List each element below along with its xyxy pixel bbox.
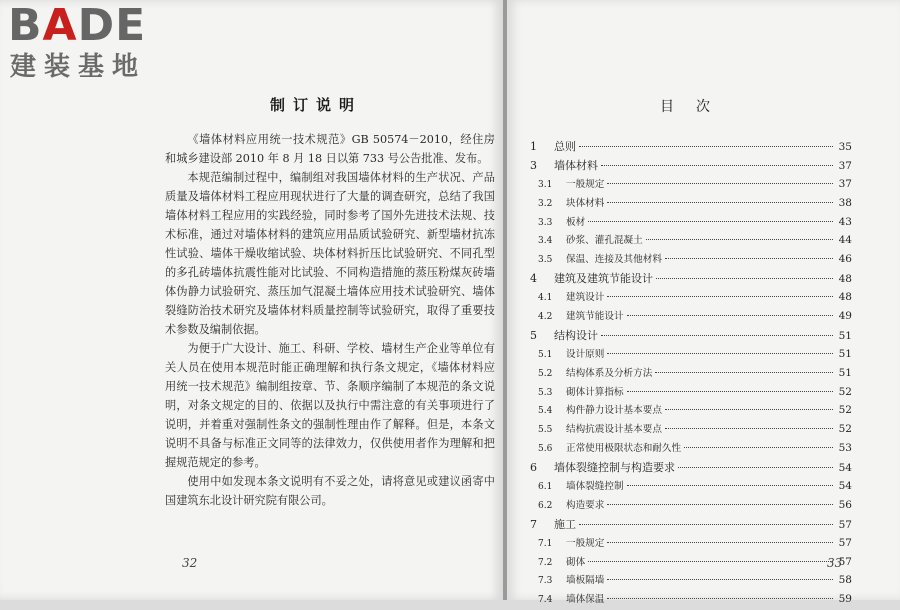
toc-entry-number: 4.1 (538, 293, 553, 304)
toc-entry-title: 正常使用极限状态和耐久性 (566, 443, 682, 455)
toc-entry-page: 52 (838, 404, 852, 417)
toc-entry-number: 7 (530, 517, 537, 531)
toc-entry (530, 270, 852, 289)
toc-entry-number: 5.2 (538, 368, 553, 379)
toc-entry-page: 51 (838, 329, 852, 342)
toc-entry-title: 构件静力设计基本要点 (566, 405, 662, 417)
toc-entry-page: 38 (838, 196, 852, 209)
toc-entry-title: 墙体裂缝控制与构造要求 (554, 461, 675, 475)
toc-entry-number: 6.2 (538, 500, 553, 511)
toc-entry-title: 结构体系及分析方法 (566, 367, 653, 379)
toc-entry (530, 402, 852, 421)
toc-entry (530, 232, 852, 251)
toc-entry (530, 251, 852, 270)
bade-logo (6, 2, 176, 87)
toc-leader-dots (607, 598, 833, 599)
toc-entry (530, 421, 852, 440)
table-of-contents (530, 138, 852, 610)
toc-entry-number: 3.4 (538, 236, 553, 247)
toc-entry-page: 37 (838, 177, 852, 190)
toc-entry-title: 建筑节能设计 (566, 311, 624, 323)
toc-entry-title: 建筑设计 (566, 292, 605, 304)
page-title: 制订说明 (270, 96, 363, 114)
logo-wordmark: BADE (8, 0, 147, 51)
toc-entry-title: 墙体裂缝控制 (566, 481, 624, 493)
toc-entry-number: 5.3 (538, 387, 553, 398)
toc-leader-dots (607, 202, 833, 203)
toc-entry-number: 7.3 (538, 576, 553, 587)
toc-entry-title: 施工 (554, 517, 576, 531)
toc-entry-title: 墙体保温 (566, 594, 605, 606)
toc-entry (530, 440, 852, 459)
toc-entry-number: 4 (530, 272, 537, 286)
page-number: 32 (182, 556, 198, 570)
toc-entry-number: 6.1 (538, 482, 553, 493)
toc-entry-title: 保温、连接及其他材料 (566, 254, 662, 266)
toc-entry-page: 54 (838, 462, 852, 475)
toc-entry-number: 7.4 (538, 595, 553, 606)
toc-entry-title: 一般规定 (566, 178, 605, 190)
toc-leader-dots (627, 391, 833, 392)
toc-entry-page: 56 (838, 498, 852, 511)
toc-leader-dots (684, 447, 833, 448)
toc-entry-title: 墙体材料 (554, 158, 598, 172)
toc-leader-dots (601, 165, 833, 166)
toc-entry-title: 板材 (566, 216, 586, 228)
toc-entry-number: 5.5 (538, 425, 553, 436)
toc-entry-page: 57 (838, 518, 852, 531)
toc-entry-number: 4.2 (538, 312, 553, 323)
toc-leader-dots (607, 542, 833, 543)
toc-leader-dots (601, 335, 833, 336)
toc-entry (530, 195, 852, 214)
toc-entry-title: 一般规定 (566, 537, 605, 549)
toc-entry-number: 6 (530, 461, 537, 475)
toc-entry-page: 43 (838, 215, 852, 228)
toc-entry-number: 5.6 (538, 444, 553, 455)
document-body (165, 130, 495, 510)
toc-leader-dots (646, 239, 833, 240)
toc-entry-page: 57 (838, 536, 852, 549)
toc-entry (530, 157, 852, 176)
toc-entry-page: 44 (838, 234, 852, 247)
toc-entry (530, 554, 852, 573)
toc-entry (530, 516, 852, 535)
toc-entry-number: 3 (530, 158, 537, 172)
toc-entry-number: 7.1 (538, 538, 553, 549)
toc-leader-dots (656, 278, 833, 279)
toc-entry-page: 57 (838, 555, 852, 568)
page-number: 33 (827, 556, 843, 570)
toc-entry-title: 墙板隔墙 (566, 575, 605, 587)
toc-entry-page: 35 (838, 141, 852, 153)
toc-leader-dots (627, 315, 833, 316)
toc-entry-title: 总则 (554, 140, 576, 153)
toc-entry-number: 3.1 (538, 179, 553, 190)
toc-leader-dots (607, 296, 833, 297)
toc-entry-number: 5.4 (538, 406, 553, 417)
paragraph: 本规范编制过程中，编制组对我国墙体材料的生产状况、产品质量及墙体材料工程应用现状进行了大量的调查研究，总结了我国墙体材料工程应用的实践经验，同时参考了国外先进技术法规、技术标准，通过对墙体材料的建筑应用品质试验研究、新型墙材抗冻性试验、墙体干燥收缩试验、块体材料折压比试验研究、不同孔型的多孔砖墙体抗震性能对比试验、不同构造措施的蒸压粉煤灰砖墙体伪静力试验研究、蒸压加气混凝土墙体应用技术试验研究、墙体裂缝防治技术研究及墙体材料质量控制等试验研究，取得了重要技术参数及编制依据。 (165, 171, 495, 336)
toc-leader-dots (607, 183, 833, 184)
toc-entry (530, 497, 852, 516)
toc-entry-page: 37 (838, 159, 852, 172)
toc-entry (530, 365, 852, 384)
toc-entry-number: 5 (530, 328, 537, 342)
toc-entry-title: 砂浆、灌孔混凝土 (566, 235, 643, 247)
toc-leader-dots (607, 353, 833, 354)
toc-entry (530, 384, 852, 403)
toc-entry-title: 建筑及建筑节能设计 (554, 272, 653, 286)
toc-entry (530, 346, 852, 365)
toc-entry-number: 1 (530, 140, 537, 153)
paragraph: 《墙体材料应用统一技术规范》GB 50574－2010，经住房和城乡建设部 2010 年 8 月 18 日以第 733 号公告批准、发布。 (165, 133, 495, 165)
toc-leader-dots (579, 146, 833, 147)
toc-entry-number: 5.1 (538, 349, 553, 360)
toc-entry-title: 结构设计 (554, 328, 598, 342)
toc-leader-dots (607, 504, 833, 505)
toc-entry-page: 58 (838, 574, 852, 587)
toc-entry-page: 51 (838, 366, 852, 379)
toc-entry-number: 7.2 (538, 557, 553, 568)
toc-entry-title: 结构抗震设计基本要点 (566, 424, 662, 436)
toc-entry-page: 54 (838, 480, 852, 493)
toc-entry-title: 构造要求 (566, 499, 605, 511)
toc-entry (530, 176, 852, 195)
toc-entry-number: 3.5 (538, 255, 553, 266)
toc-entry (530, 308, 852, 327)
toc-entry-page: 49 (838, 310, 852, 323)
toc-entry-number: 3.3 (538, 217, 553, 228)
toc-leader-dots (579, 524, 833, 525)
toc-entry-number: 3.2 (538, 198, 553, 209)
toc-title: 目次 (660, 99, 732, 115)
paragraph: 为便于广大设计、施工、科研、学校、墙材生产企业等单位有关人员在使用本规范时能正确理解和执行条文规定，《墙体材料应用统一技术规范》编制组按章、节、条顺序编制了本规范的条文说明，对条文规定的目的、依据以及执行中需注意的有关事项进行了说明，并着重对强制性条文的强制性理由作了解释。但是，本条文说明不具备与标准正文同等的法律效力，仅供使用者作为理解和把握规范规定的参考。 (165, 342, 495, 469)
toc-leader-dots (655, 372, 833, 373)
toc-entry (530, 138, 852, 157)
toc-leader-dots (665, 428, 833, 429)
toc-entry-title: 砌体 (566, 556, 586, 568)
toc-leader-dots (665, 258, 833, 259)
toc-entry (530, 478, 852, 497)
toc-entry-page: 52 (838, 385, 852, 398)
toc-entry (530, 327, 852, 346)
toc-entry (530, 572, 852, 591)
toc-entry-page: 48 (838, 273, 852, 286)
toc-leader-dots (607, 579, 833, 580)
toc-entry (530, 214, 852, 233)
paragraph: 使用中如发现本条文说明有不妥之处，请将意见或建议函寄中国建筑东北设计研究院有限公司。 (165, 475, 495, 507)
toc-leader-dots (588, 561, 833, 562)
toc-entry (530, 535, 852, 554)
toc-entry (530, 591, 852, 610)
toc-leader-dots (588, 221, 833, 222)
toc-entry-page: 53 (838, 442, 852, 455)
toc-entry-page: 48 (838, 291, 852, 304)
toc-entry-title: 砌体计算指标 (566, 386, 624, 398)
toc-leader-dots (627, 485, 833, 486)
toc-entry-page: 59 (838, 593, 852, 606)
toc-leader-dots (665, 409, 833, 410)
toc-entry-title: 块体材料 (566, 197, 605, 209)
logo-subtitle: 建装基地 (10, 52, 147, 82)
toc-entry-page: 46 (838, 253, 852, 266)
toc-entry-title: 设计原则 (566, 348, 605, 360)
toc-leader-dots (678, 467, 833, 468)
toc-entry (530, 289, 852, 308)
toc-entry (530, 459, 852, 478)
toc-entry-page: 52 (838, 423, 852, 436)
toc-entry-page: 51 (838, 347, 852, 360)
